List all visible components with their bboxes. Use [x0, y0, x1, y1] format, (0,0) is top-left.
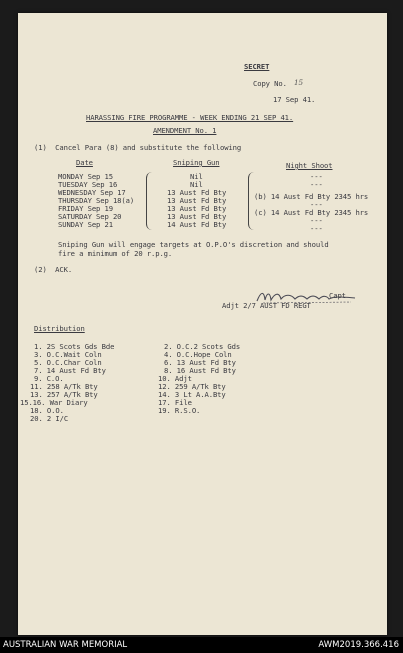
schedule-night: (b) 14 Aust Fd Bty 2345 hrs [254, 192, 369, 201]
schedule-date: FRIDAY Sep 19 [58, 204, 113, 213]
distribution-item: 8. 16 Aust Fd Bty [164, 366, 236, 375]
schedule-date: THURSDAY Sep 18(a) [58, 196, 135, 205]
column-header-date: Date [76, 158, 93, 167]
distribution-item: 9. C.O. [34, 374, 64, 383]
distribution-item: 17. File [158, 398, 192, 407]
distribution-item: 12. 259 A/Tk Bty [158, 382, 226, 391]
distribution-item: 19. R.S.O. [158, 406, 201, 415]
distribution-item: 5. O.C.Char Coln [34, 358, 102, 367]
signature-rank: Capt [329, 291, 346, 300]
distribution-item: 11. 258 A/Tk Bty [30, 382, 98, 391]
distribution-item: 14. 3 Lt A.A.Bty [158, 390, 226, 399]
schedule-date: SATURDAY Sep 20 [58, 212, 122, 221]
copy-number-handwritten: 15 [294, 78, 303, 87]
signature-appointment: Adjt 2/7 AUST FD REGT [222, 301, 311, 310]
paragraph-1: (1) Cancel Para (8) and substitute the following [34, 143, 242, 152]
distribution-item: 7. 14 Aust Fd Bty [34, 366, 106, 375]
schedule-gun: 13 Aust Fd Bty [167, 212, 227, 221]
schedule-night: --- [310, 216, 323, 225]
note-line: Sniping Gun will engage targets at O.P.O's discretion and should [58, 240, 329, 249]
schedule-gun: Nil [190, 180, 203, 189]
column-header-night-shoot: Night Shoot [286, 161, 333, 170]
document-title: HARASSING FIRE PROGRAMME - WEEK ENDING 21 SEP 41. [86, 113, 294, 122]
schedule-night: --- [310, 224, 323, 233]
note-line: fire a minimum of 20 r.p.g. [58, 249, 173, 258]
paragraph-2: (2) ACK. [34, 265, 73, 274]
schedule-night: --- [310, 180, 323, 189]
distribution-item: 1. 2S Scots Gds Bde [34, 342, 115, 351]
secret-classification: SECRET [244, 62, 270, 71]
distribution-item: 4. O.C.Hope Coln [164, 350, 232, 359]
schedule-date: TUESDAY Sep 16 [58, 180, 118, 189]
distribution-item: 15.16. War Diary [20, 398, 88, 407]
schedule-gun: Nil [190, 172, 203, 181]
amendment-heading: AMENDMENT No. 1 [153, 126, 217, 135]
schedule-night: --- [310, 200, 323, 209]
distribution-item: 18. O.O. [30, 406, 64, 415]
schedule-gun: 13 Aust Fd Bty [167, 204, 227, 213]
schedule-date: WEDNESDAY Sep 17 [58, 188, 126, 197]
bracket-left [146, 172, 153, 230]
schedule-gun: 14 Aust Fd Bty [167, 220, 227, 229]
column-header-sniping-gun: Sniping Gun [173, 158, 220, 167]
schedule-date: MONDAY Sep 15 [58, 172, 113, 181]
distribution-heading: Distribution [34, 324, 85, 333]
archive-footer-bar [0, 637, 403, 653]
document-page [18, 13, 387, 635]
schedule-date: SUNDAY Sep 21 [58, 220, 113, 229]
distribution-item: 13. 257 A/Tk Bty [30, 390, 98, 399]
schedule-gun: 13 Aust Fd Bty [167, 188, 227, 197]
schedule-night: --- [310, 172, 323, 181]
schedule-night: (c) 14 Aust Fd Bty 2345 hrs [254, 208, 369, 217]
distribution-item: 10. Adjt [158, 374, 192, 383]
schedule-gun: 13 Aust Fd Bty [167, 196, 227, 205]
copy-number-label: Copy No. [253, 79, 287, 88]
distribution-item: 6. 13 Aust Fd Bty [164, 358, 236, 367]
archive-name: AUSTRALIAN WAR MEMORIAL [3, 640, 128, 650]
bracket-middle [248, 172, 255, 230]
distribution-item: 20. 2 I/C [30, 414, 69, 423]
distribution-item: 2. O.C.2 Scots Gds [164, 342, 241, 351]
archive-reference: AWM2019.366.416 [318, 640, 399, 650]
distribution-item: 3. O.C.Wait Coln [34, 350, 102, 359]
document-date: 17 Sep 41. [273, 95, 316, 104]
